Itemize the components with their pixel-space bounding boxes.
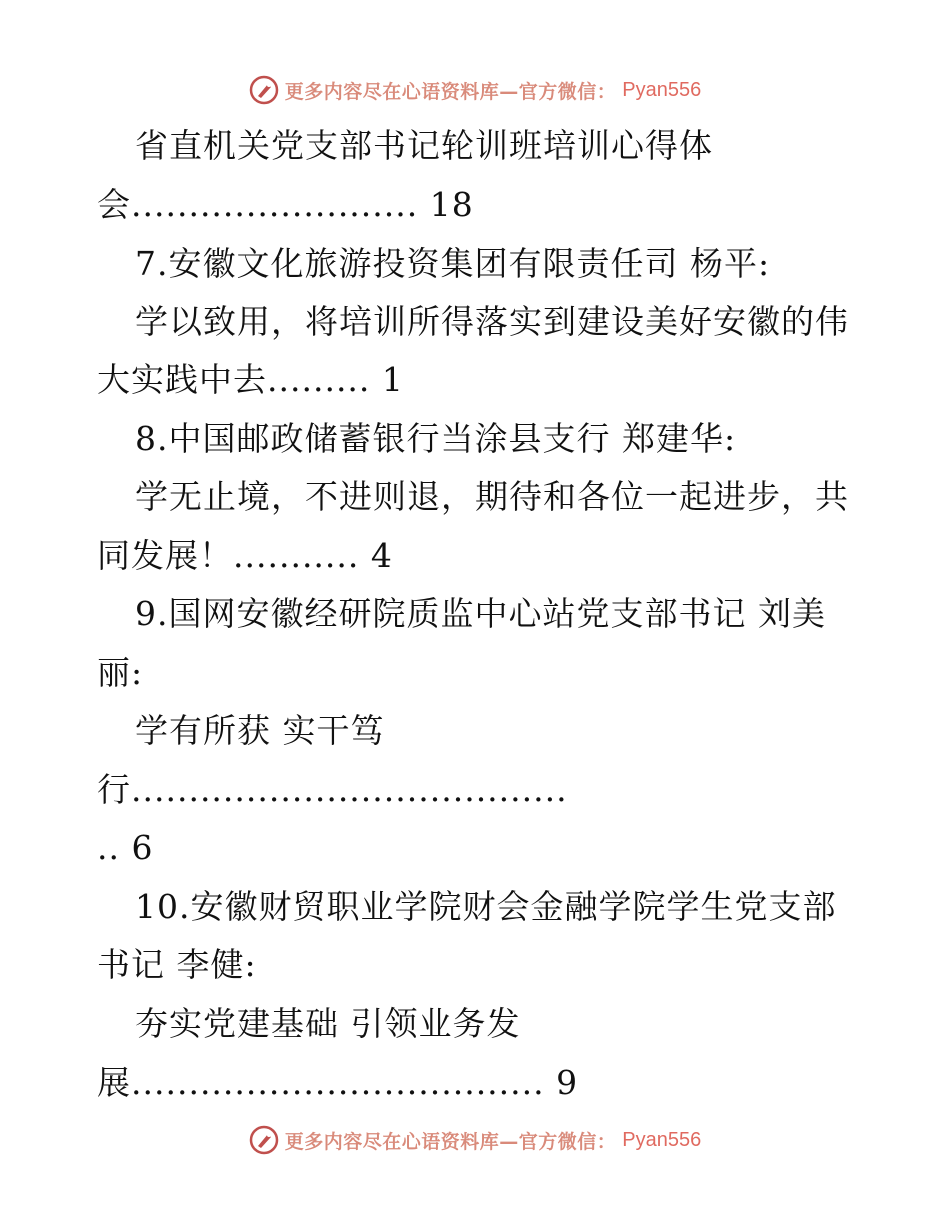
toc-entry-8-heading: 8.中国邮政储蓄银行当涂县支行 郑建华:	[135, 419, 737, 458]
watermark-banner-bottom	[0, 1120, 950, 1160]
toc-entry-9-heading: 9.国网安徽经研院质监中心站党支部书记 刘美	[135, 594, 826, 633]
toc-entry-8-title: 学无止境，不进则退，期待和各位一起进步，共	[135, 477, 849, 516]
pen-nib-logo-icon	[249, 1125, 279, 1155]
toc-entry-6-leader: 会......................... 18	[97, 185, 474, 224]
toc-entry-9-page: .. 6	[97, 828, 154, 867]
toc-entry-7-leader: 大实践中去......... 1	[97, 360, 404, 399]
toc-entry-9-heading-cont: 丽:	[97, 653, 144, 692]
toc-entry-10-leader: 展.................................... 9	[97, 1063, 579, 1102]
watermark-text: 更多内容尽在心语资料库—官方微信：	[284, 80, 617, 103]
toc-entry-6-title: 省直机关党支部书记轮训班培训心得体	[135, 126, 713, 165]
watermark-text: 更多内容尽在心语资料库—官方微信：	[284, 1130, 617, 1153]
watermark-wechat-id: Pyan556	[622, 1128, 702, 1151]
toc-entry-10-title: 夯实党建基础 引领业务发	[135, 1004, 521, 1043]
watermark-banner-top	[0, 70, 950, 110]
toc-entry-7-heading: 7.安徽文化旅游投资集团有限责任司 杨平:	[135, 244, 771, 283]
toc-entry-9-leader: 行......................................	[97, 770, 568, 809]
pen-nib-logo-icon	[249, 75, 279, 105]
toc-entry-10-heading-cont: 书记 李健:	[97, 945, 257, 984]
toc-entry-7-title: 学以致用，将培训所得落实到建设美好安徽的伟	[135, 302, 849, 341]
toc-entry-10-heading: 10.安徽财贸职业学院财会金融学院学生党支部	[135, 887, 837, 926]
toc-entry-9-title: 学有所获 实干笃	[135, 711, 385, 750]
toc-entry-8-leader: 同发展！........... 4	[97, 536, 393, 575]
watermark-wechat-id: Pyan556	[622, 78, 702, 101]
